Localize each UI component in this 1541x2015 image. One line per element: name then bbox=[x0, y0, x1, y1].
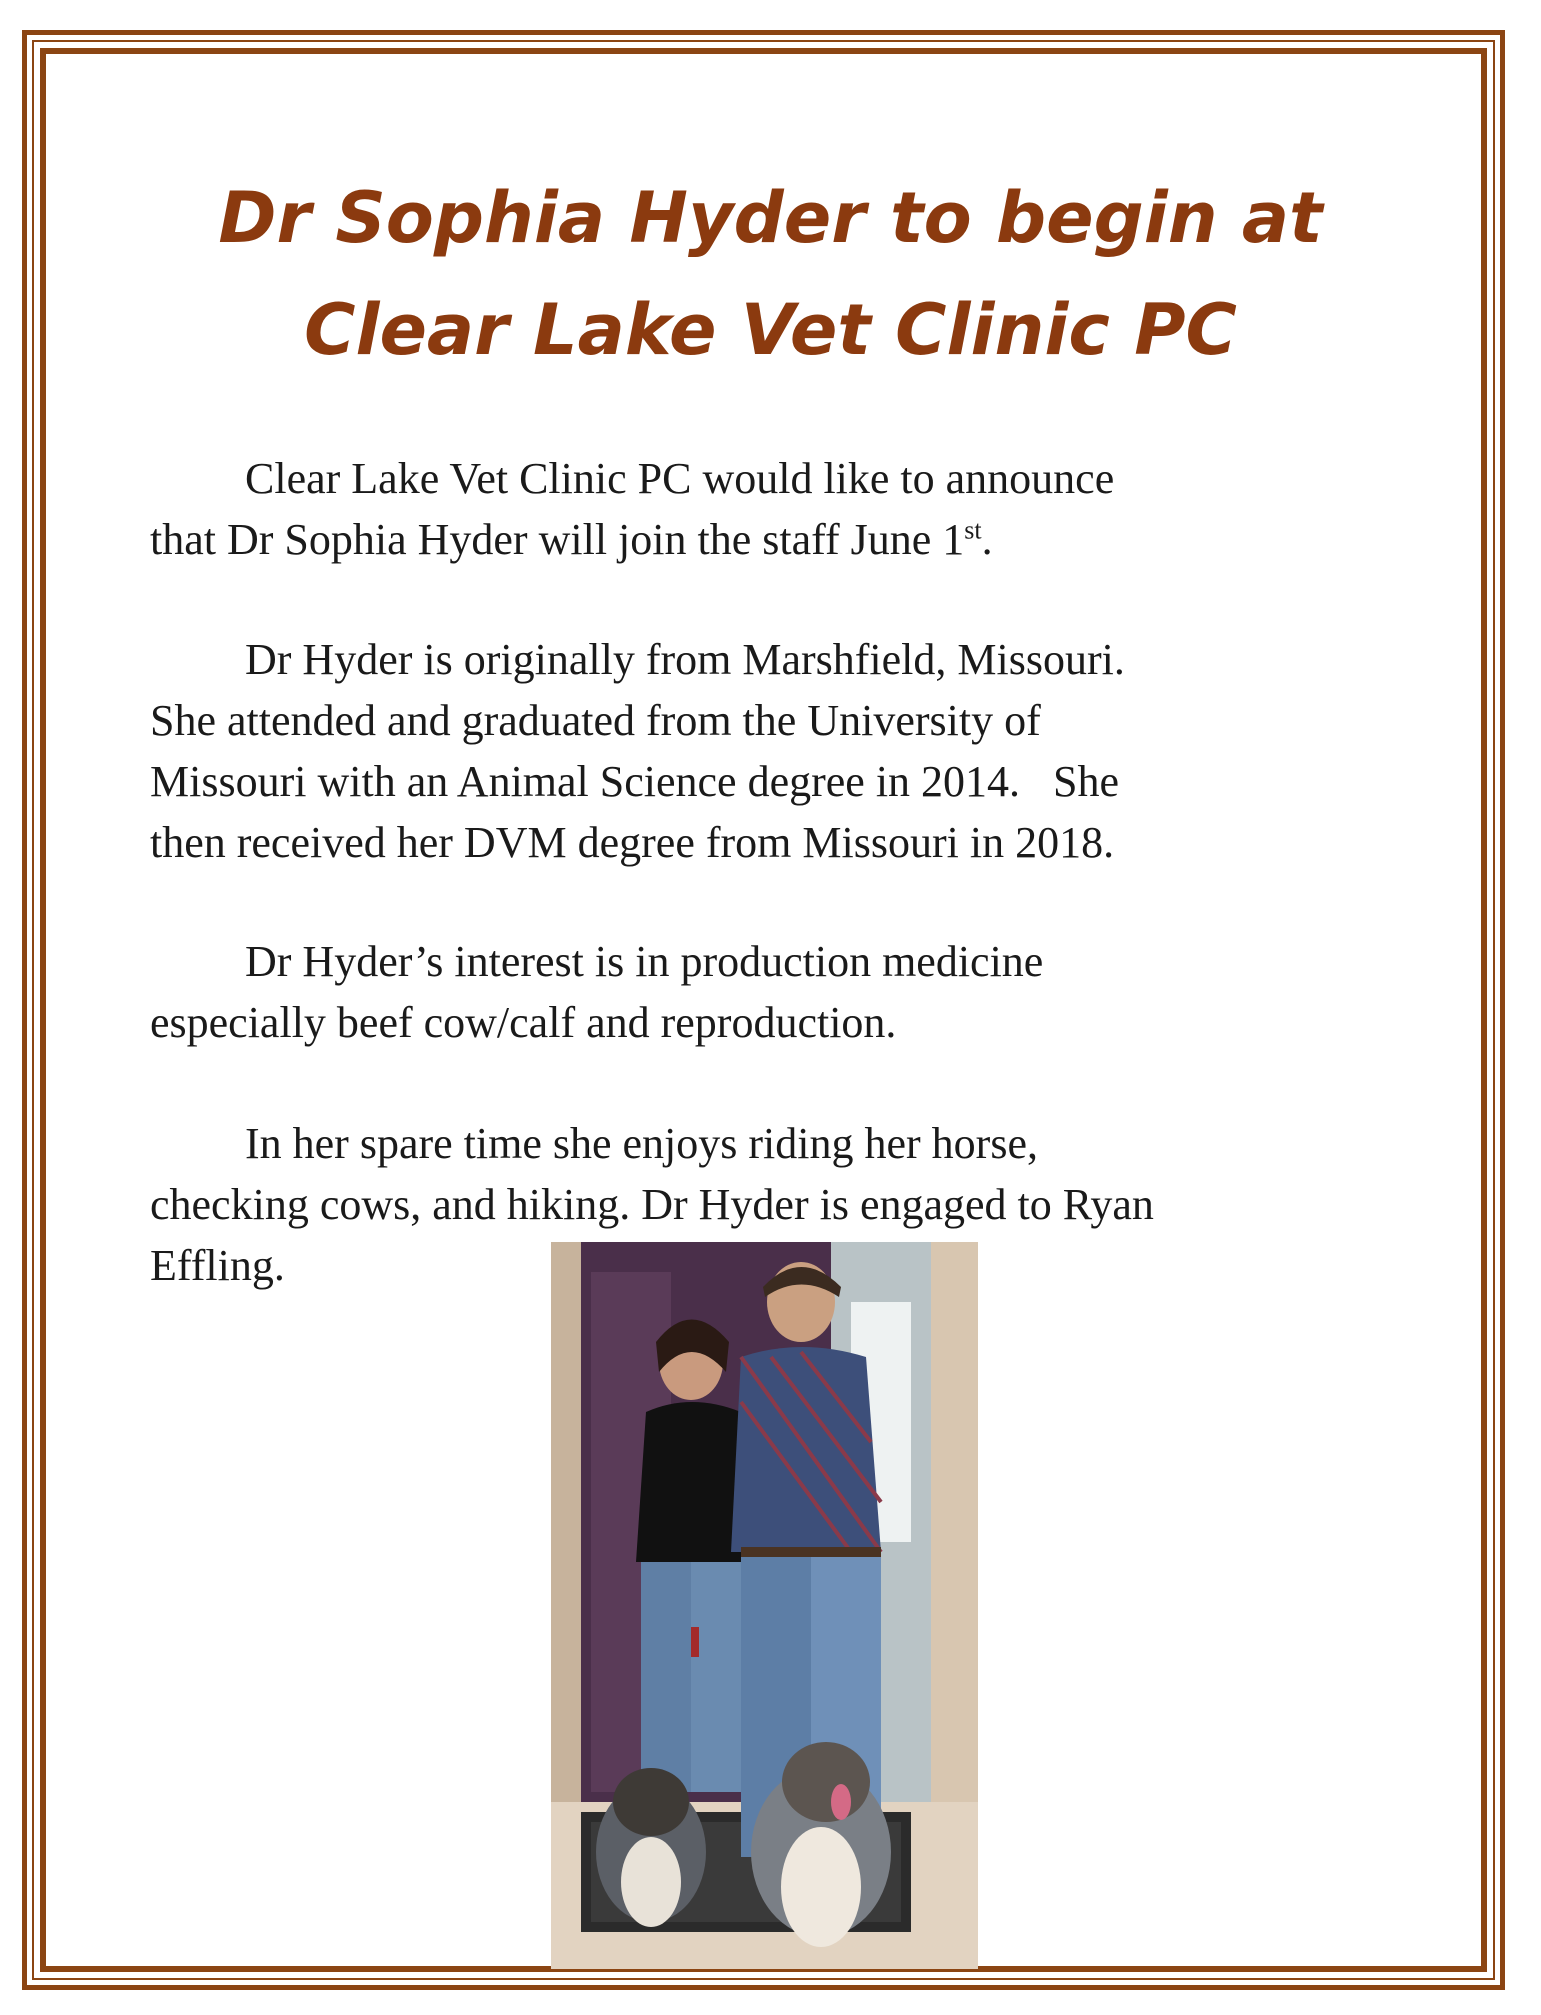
p2-line-4: then received her DVM degree from Missouri in 2018. bbox=[150, 818, 1115, 867]
paragraph-background bbox=[150, 629, 1390, 873]
p2-line-3: Missouri with an Animal Science degree in 2014. She bbox=[150, 757, 1120, 806]
p1-line-2: that Dr Sophia Hyder will join the staff June 1 bbox=[150, 515, 965, 564]
title-line-2: Clear Lake Vet Clinic PC bbox=[304, 289, 1237, 371]
p2-line-1: Dr Hyder is originally from Marshfield, Missouri. bbox=[245, 635, 1125, 684]
p4-line-3: Effling. bbox=[150, 1241, 285, 1290]
p1-end: . bbox=[981, 515, 993, 564]
p4-line-1: In her spare time she enjoys riding her horse, bbox=[245, 1119, 1038, 1168]
p4-line-2: checking cows, and hiking. Dr Hyder is engaged to Ryan bbox=[150, 1180, 1154, 1229]
title-line-1: Dr Sophia Hyder to begin at bbox=[218, 177, 1323, 259]
paragraph-interests bbox=[150, 931, 1390, 1053]
p1-superscript: st bbox=[964, 515, 982, 545]
announcement-title bbox=[0, 162, 1541, 386]
couple-with-dogs-photo bbox=[551, 1242, 978, 1969]
p1-line-1: Clear Lake Vet Clinic PC would like to announce bbox=[245, 454, 1115, 503]
p3-line-2: especially beef cow/calf and reproduction. bbox=[150, 998, 897, 1047]
paragraph-announcement bbox=[150, 448, 1390, 570]
p2-line-2: She attended and graduated from the University of bbox=[150, 696, 1041, 745]
p3-line-1: Dr Hyder’s interest is in production medicine bbox=[245, 937, 1044, 986]
